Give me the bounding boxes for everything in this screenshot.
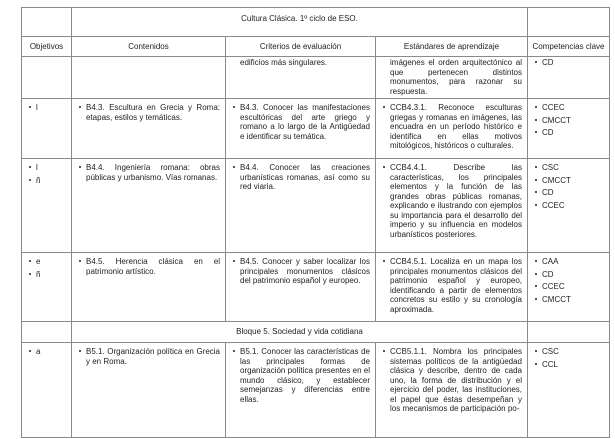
criterios-cell: [226, 99, 376, 159]
header-objetivos: Objetivos: [22, 37, 72, 57]
criterio-item: B4.3. Conocer las manifestaciones escultóricas del arte griego y romano a lo largo de la Antigüedad e identificar su temática.: [232, 103, 370, 141]
criterios-cell: [226, 343, 376, 438]
competencia-item: CMCCT: [534, 116, 604, 126]
title-row: [22, 8, 610, 37]
title-spacer-cell: [22, 8, 72, 37]
header-competencias: Competencias clave: [528, 37, 610, 57]
competencias-cell: [528, 99, 610, 159]
competencia-item: CCL: [534, 360, 604, 370]
table-row: [22, 99, 610, 159]
estandar-item: CCB4.3.1. Reconoce esculturas griegas y romanas en imágenes, las encuadra en un período histórico e identifica en ellas motivos mitológicos, históricos o culturales.: [382, 103, 522, 151]
block-spacer-cell: [528, 322, 610, 343]
competencia-item: CD: [534, 188, 604, 198]
objetivo-item: l: [28, 103, 66, 113]
estandares-cell: [376, 99, 528, 159]
block-title-row: [22, 322, 610, 343]
competencia-item: CMCCT: [534, 176, 604, 186]
criterios-cell: [226, 253, 376, 322]
objetivos-cell: [22, 253, 72, 322]
title-spacer-cell: [528, 8, 610, 37]
objetivos-cell: [22, 343, 72, 438]
competencia-item: CSC: [534, 347, 604, 357]
block-spacer-cell: [22, 322, 72, 343]
contenido-item: B4.3. Escultura en Grecia y Roma: etapas, estilos y temáticas.: [78, 103, 220, 122]
objetivo-item: l: [28, 163, 66, 173]
competencia-item: CD: [534, 270, 604, 280]
competencias-cell: [528, 253, 610, 322]
objetivo-item: e: [28, 257, 66, 267]
criterio-item: B5.1. Conocer las características de las principales formas de organización política presentes en el mundo clásico, y establecer semejanzas y diferencias entre ellas.: [232, 347, 370, 404]
table-row: [22, 343, 610, 438]
block-title: Bloque 5. Sociedad y vida cotidiana: [72, 322, 528, 343]
continuation-competencias: [528, 57, 610, 99]
estandar-item: CCB5.1.1. Nombra los principales sistemas políticos de la antigüedad clásica y describe, dentro de cada uno, la forma de distribución y el ejercicio del poder, las instituciones, el papel que éstas desempeñan y los mecanismos de participación po-: [382, 347, 522, 414]
estandar-item: CCB4.5.1. Localiza en un mapa los principales monumentos clásicos del patrimonio español y europeo, identificando a partir de elementos concretos su estilo y su cronología aproximada.: [382, 257, 522, 314]
estandares-cell: [376, 159, 528, 253]
contenido-item: B5.1. Organización política en Grecia y en Roma.: [78, 347, 220, 366]
objetivos-cell: [22, 159, 72, 253]
estandares-cell: [376, 253, 528, 322]
contenidos-cell: [72, 159, 226, 253]
competencia-item: CCEC: [534, 201, 604, 211]
continuation-contenidos: [72, 57, 226, 99]
header-contenidos: Contenidos: [72, 37, 226, 57]
estandar-item: CCB4.4.1. Describe las características, los principales elementos y la función de las grandes obras públicas romanas, explicando e ilustrando con ejemplos su importancia para el desarrollo del imperio y su influencia en modelos urbanísticos posteriores.: [382, 163, 522, 239]
competencia-item: CD: [534, 58, 604, 68]
criterio-item: B4.5. Conocer y saber localizar los principales monumentos clásicos del patrimonio español y europeo.: [232, 257, 370, 286]
objetivos-cell: [22, 99, 72, 159]
competencia-item: CAA: [534, 257, 604, 267]
header-criterios: Criterios de evaluación: [226, 37, 376, 57]
objetivo-item: ñ: [28, 270, 66, 280]
competencia-item: CCEC: [534, 282, 604, 292]
table-row: [22, 159, 610, 253]
contenido-item: B4.5. Herencia clásica en el patrimonio artístico.: [78, 257, 220, 276]
header-row: [22, 37, 610, 57]
estandares-cell: [376, 343, 528, 438]
competencia-item: CCEC: [534, 103, 604, 113]
continuation-criterios: edificios más singulares.: [226, 57, 376, 99]
objetivo-item: a: [28, 347, 66, 357]
contenidos-cell: [72, 343, 226, 438]
curriculum-table: [21, 7, 610, 438]
curriculum-page: [21, 7, 610, 438]
competencias-cell: [528, 159, 610, 253]
continuation-estandares: imágenes el orden arquitectónico al que pertenecen distintos monumentos, para razonar su respuesta.: [376, 57, 528, 99]
criterio-item: B4.4. Conocer las creaciones urbanísticas romanas, así como su red viaria.: [232, 163, 370, 192]
objetivo-item: ñ: [28, 176, 66, 186]
table-title: Cultura Clásica. 1º ciclo de ESO.: [72, 8, 528, 37]
contenido-item: B4.4. Ingeniería romana: obras públicas y urbanismo. Vías romanas.: [78, 163, 220, 182]
competencia-item: CSC: [534, 163, 604, 173]
header-estandares: Estándares de aprendizaje: [376, 37, 528, 57]
criterios-cell: [226, 159, 376, 253]
competencia-item: CMCCT: [534, 295, 604, 305]
competencia-item: CD: [534, 128, 604, 138]
continuation-objetivos: [22, 57, 72, 99]
continuation-row: [22, 57, 610, 99]
contenidos-cell: [72, 99, 226, 159]
table-row: [22, 253, 610, 322]
contenidos-cell: [72, 253, 226, 322]
competencias-cell: [528, 343, 610, 438]
